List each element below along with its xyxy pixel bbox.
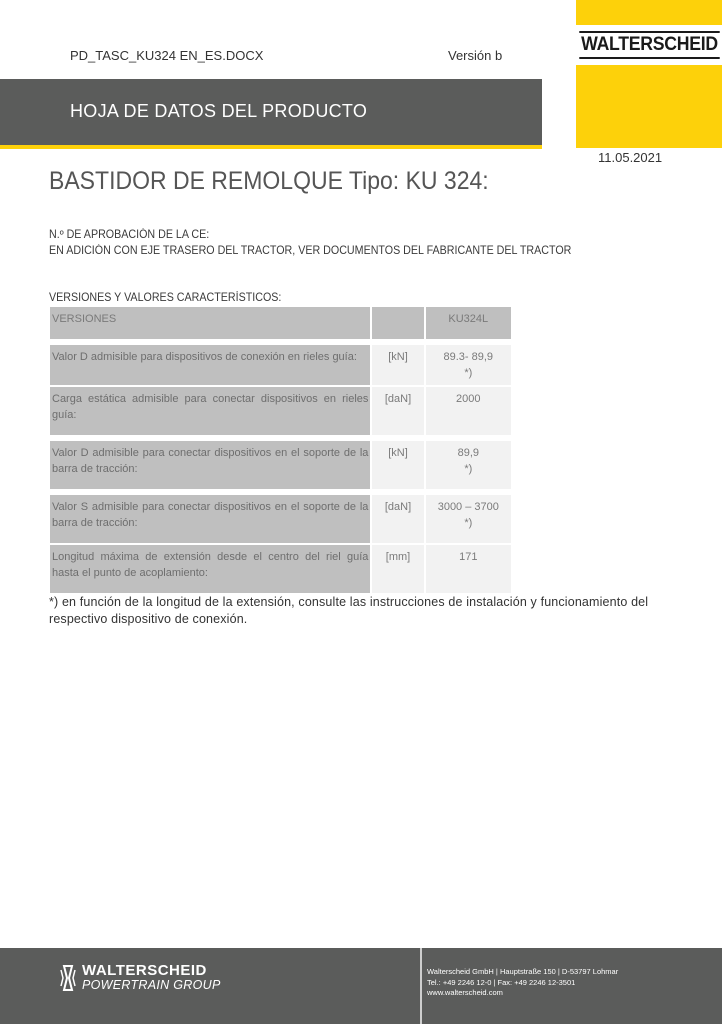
document-date: 11.05.2021 <box>598 150 663 165</box>
row-value: 89.3- 89,9 <box>443 351 494 363</box>
footer-contact <box>427 967 618 999</box>
row-description: Valor S admisible para conectar dispositivos en el soporte de la barra de tracción: <box>50 495 370 543</box>
header-versions: VERSIONES <box>50 307 370 339</box>
footer-divider <box>420 948 422 1024</box>
footer-phone: Tel.: +49 2246 12-0 | Fax: +49 2246 12-3501 <box>427 977 576 987</box>
brand-logo-strip <box>576 25 722 65</box>
row-value: 2000 <box>456 393 481 405</box>
approval-text: EN ADICIÓN CON EJE TRASERO DEL TRACTOR, VER DOCUMENTOS DEL FABRICANTE DEL TRACTOR <box>49 245 572 257</box>
page-footer <box>0 948 722 1024</box>
footer-address: Walterscheid GmbH | Hauptstraße 150 | D-53797 Lohmar <box>427 967 619 976</box>
brand-logo: WALTERSCHEID <box>579 31 719 59</box>
row-unit: [kN] <box>372 345 423 385</box>
row-description: Valor D admisible para dispositivos de conexión en rieles guía: <box>50 345 370 385</box>
row-note: *) <box>464 463 473 475</box>
row-value: 3000 – 3700 <box>437 501 499 513</box>
row-note: *) <box>464 517 473 529</box>
brand-logo-block <box>576 0 722 148</box>
document-version: Versión b <box>448 48 503 63</box>
row-value-cell <box>426 387 511 435</box>
page-title: BASTIDOR DE REMOLQUE Tipo: KU 324: <box>49 167 489 195</box>
header-banner <box>0 79 542 145</box>
footer-web-link[interactable]: www.walterscheid.com <box>427 988 503 997</box>
footer-logo <box>60 963 221 992</box>
footer-subbrand: POWERTRAIN GROUP <box>82 978 221 992</box>
row-value: 89,9 <box>457 447 479 459</box>
header-model: KU324L <box>426 307 511 339</box>
versions-heading: VERSIONES Y VALORES CARACTERÍSTICOS: <box>49 292 282 304</box>
table-row <box>50 345 511 385</box>
row-unit: [daN] <box>372 387 423 435</box>
table-row <box>50 545 511 593</box>
row-value: 171 <box>459 551 478 563</box>
table-row <box>50 387 511 435</box>
row-note: *) <box>464 367 473 379</box>
row-value-cell <box>426 545 511 593</box>
row-value-cell <box>426 345 511 385</box>
footer-brand: WALTERSCHEID <box>82 962 207 979</box>
row-value-cell <box>426 495 511 543</box>
document-filename: PD_TASC_KU324 EN_ES.DOCX <box>70 48 264 63</box>
table-row <box>50 441 511 489</box>
row-unit: [kN] <box>372 441 423 489</box>
row-value-cell <box>426 441 511 489</box>
row-description: Carga estática admisible para conectar dispositivos en rieles guía: <box>50 387 370 435</box>
header-unit <box>372 307 423 339</box>
walterscheid-emblem-icon <box>60 964 76 992</box>
banner-title: HOJA DE DATOS DEL PRODUCTO <box>70 101 368 121</box>
row-unit: [mm] <box>372 545 423 593</box>
approval-heading: N.º DE APROBACIÓN DE LA CE: <box>49 229 210 241</box>
table-header-row <box>50 307 511 339</box>
row-description: Longitud máxima de extensión desde el centro del riel guía hasta el punto de acoplamiento: <box>50 545 370 593</box>
spec-table <box>48 305 513 595</box>
footnote: *) en función de la longitud de la extensión, consulte las instrucciones de instalación y funcionamiento del respectivo dispositivo de conexión. <box>49 595 649 626</box>
row-unit: [daN] <box>372 495 423 543</box>
row-description: Valor D admisible para conectar dispositivos en el soporte de la barra de tracción: <box>50 441 370 489</box>
table-row <box>50 495 511 543</box>
banner-accent-line <box>0 145 542 149</box>
